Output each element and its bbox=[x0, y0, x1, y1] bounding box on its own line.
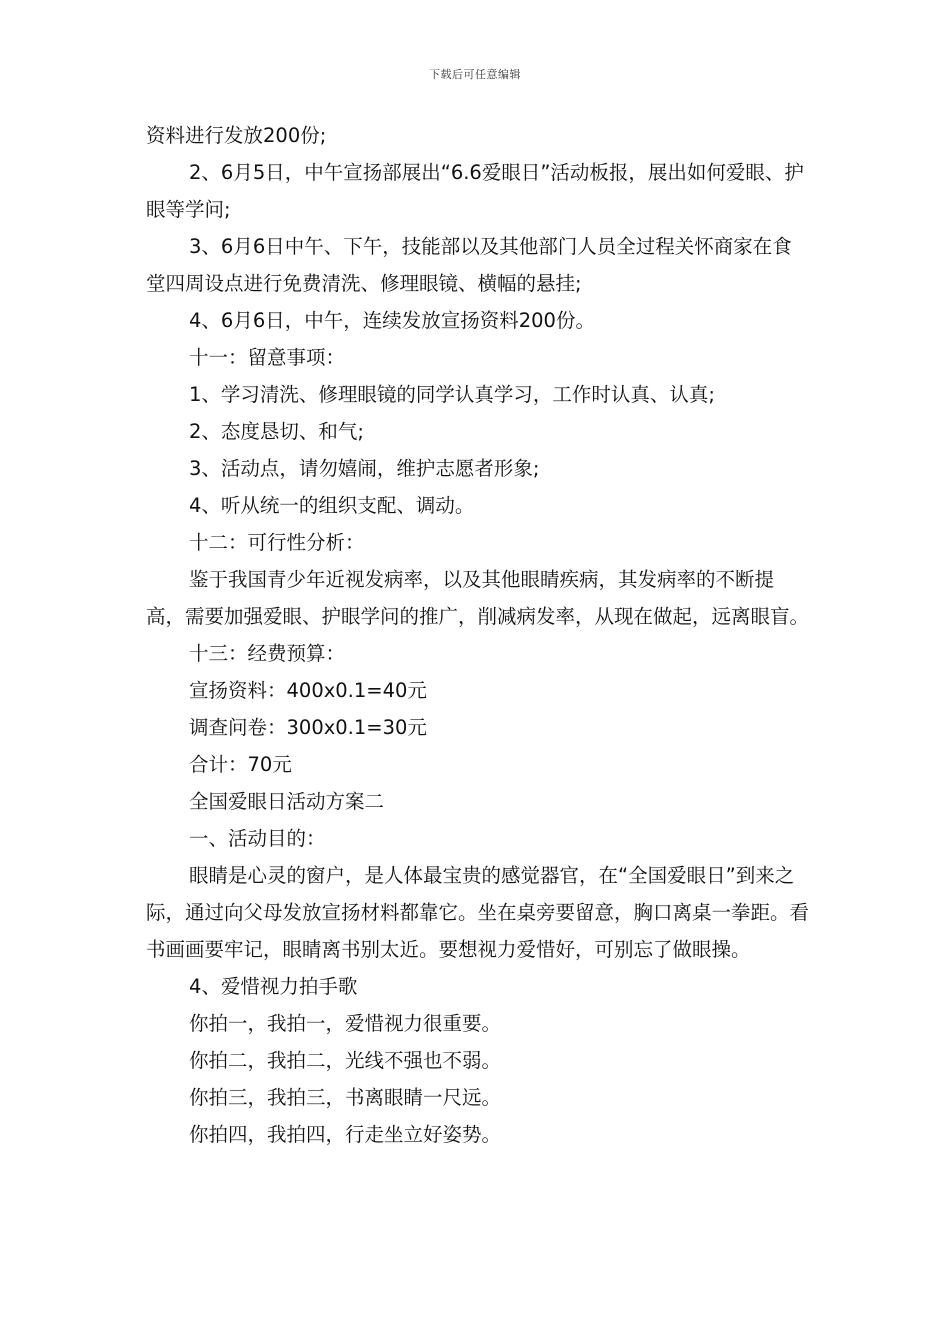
song-line-3: 你拍三，我拍三，书离眼睛一尺远。 bbox=[189, 1086, 502, 1109]
section-heading-purpose: 一、活动目的： bbox=[189, 827, 326, 850]
song-line-4: 你拍四，我拍四，行走坐立好姿势。 bbox=[189, 1123, 502, 1146]
paragraph-18: 眼睛是心灵的窗户，是人体最宝贵的感觉器官，在“全国爱眼日”到来之际，通过向父母发放宣扬材料都靠它。坐在桌旁要留意，胸口离桌一拳距。看书画画要牢记，眼睛离书别太近。要想视力爱惜好，可别忘了做眼操。 bbox=[146, 864, 810, 961]
song-title: 4、爱惜视力拍手歌 bbox=[189, 975, 358, 998]
paragraph-7: 2、态度恳切、和气; bbox=[189, 420, 364, 443]
budget-line-materials: 宣扬资料：400x0.1=40元 bbox=[189, 679, 427, 702]
paragraph-4: 4、6月6日，中午，连续发放宣扬资料200份。 bbox=[189, 309, 595, 332]
paragraph-2: 2、6月5日，中午宣扬部展出“6.6爱眼日”活动板报，展出如何爱眼、护眼等学问; bbox=[146, 161, 804, 221]
section-heading-feasibility: 十二：可行性分析： bbox=[189, 531, 365, 554]
paragraph-9: 4、听从统一的组织支配、调动。 bbox=[189, 494, 475, 517]
paragraph-6: 1、学习清洗、修理眼镜的同学认真学习，工作时认真、认真; bbox=[189, 383, 715, 406]
paragraph-3: 3、6月6日中午、下午，技能部以及其他部门人员全过程关怀商家在食堂四周设点进行免费清洗、修理眼镜、横幅的悬挂; bbox=[146, 235, 792, 295]
budget-line-survey: 调查问卷：300x0.1=30元 bbox=[189, 716, 427, 739]
song-line-1: 你拍一，我拍一，爱惜视力很重要。 bbox=[189, 1012, 502, 1035]
document-body bbox=[146, 117, 811, 1153]
paragraph-11: 鉴于我国青少年近视发病率，以及其他眼睛疾病，其发病率的不断提高，需要加强爱眼、护眼学问的推广，削减病发率，从现在做起，远离眼盲。 bbox=[146, 568, 810, 628]
budget-line-total: 合计：70元 bbox=[189, 753, 292, 776]
section-heading-notes: 十一：留意事项： bbox=[189, 346, 346, 369]
paragraph-8: 3、活动点，请勿嬉闹，维护志愿者形象; bbox=[189, 457, 540, 480]
plan-two-title: 全国爱眼日活动方案二 bbox=[189, 790, 385, 813]
page-header: 下载后可任意编辑 bbox=[429, 68, 521, 81]
paragraph-1: 资料进行发放200份; bbox=[146, 124, 327, 147]
section-heading-budget: 十三：经费预算： bbox=[189, 642, 346, 665]
song-line-2: 你拍二，我拍二，光线不强也不弱。 bbox=[189, 1049, 502, 1072]
